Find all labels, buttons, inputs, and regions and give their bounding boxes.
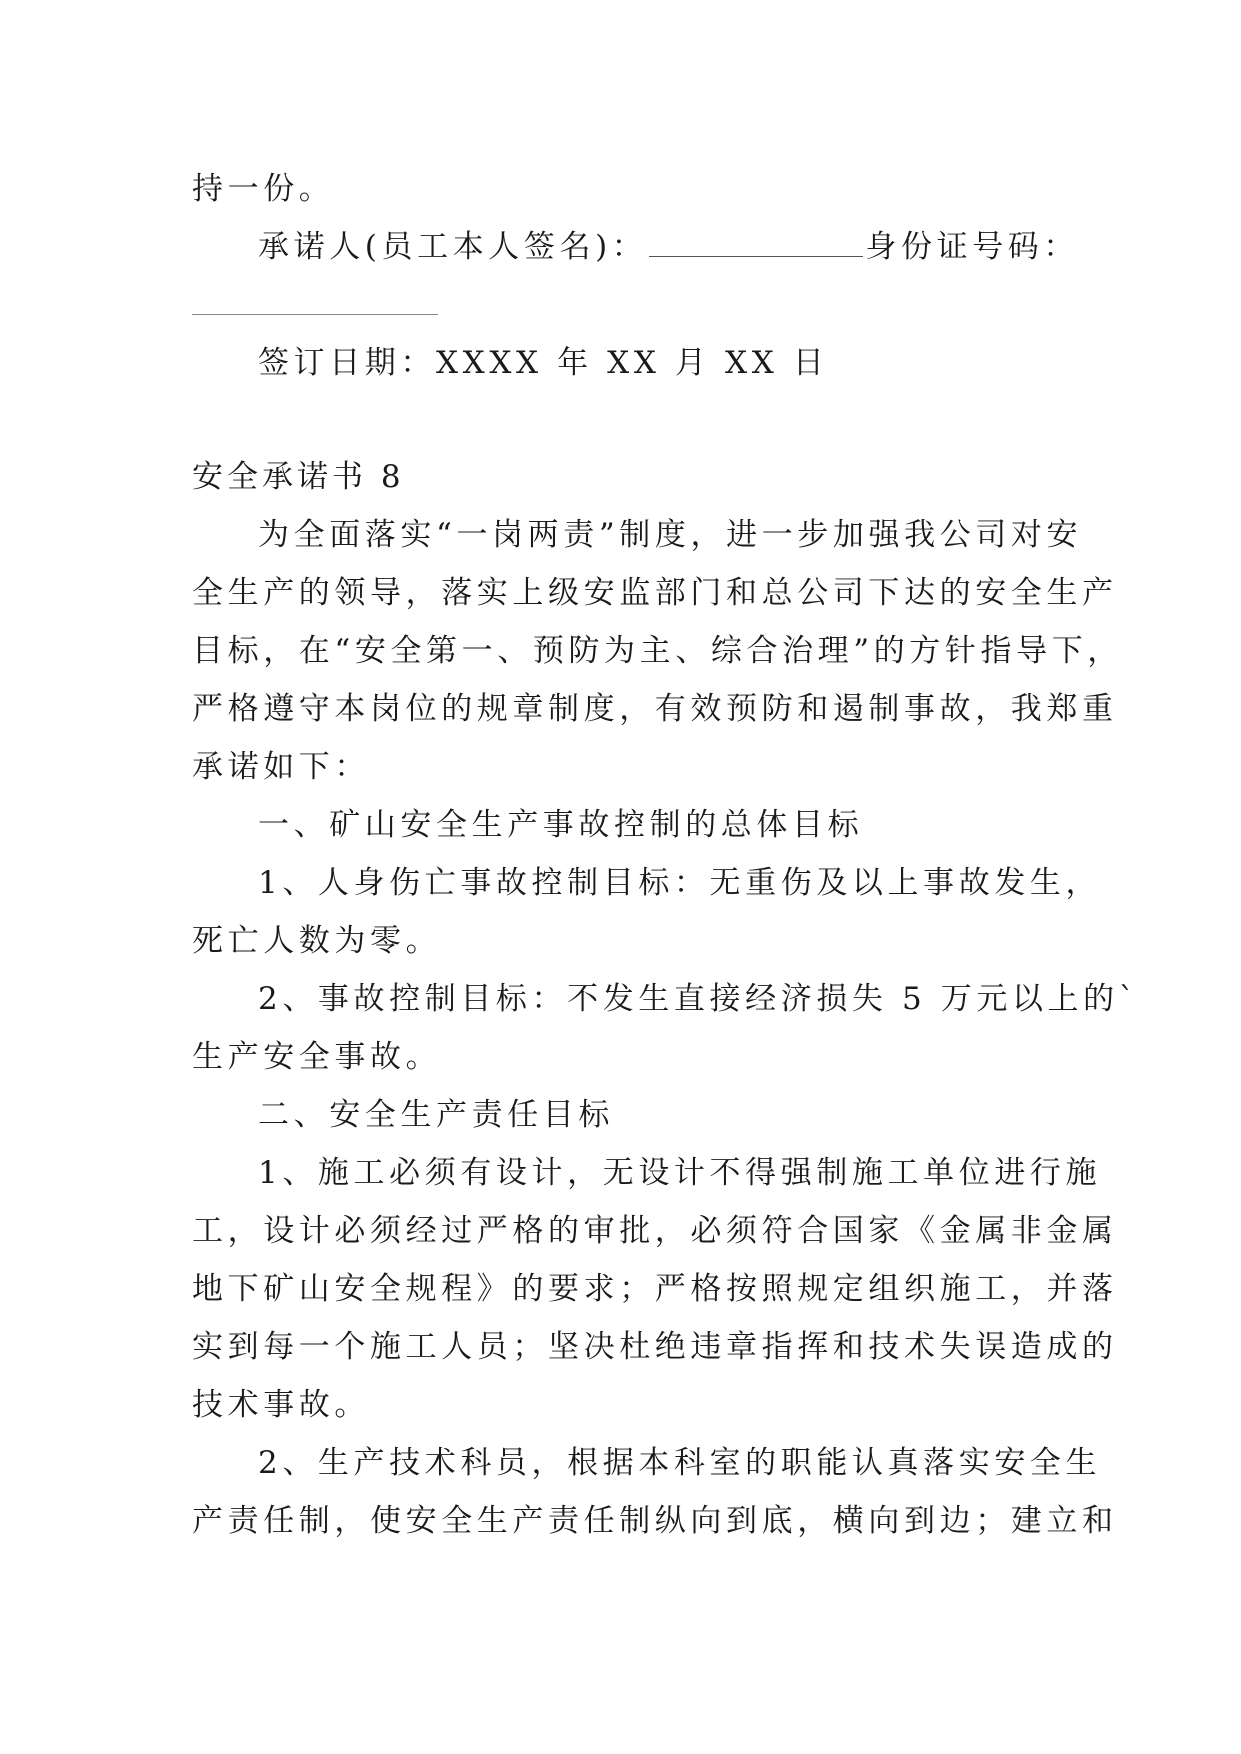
intro-line: 为全面落实“一岗两责”制度，进一步加强我公司对安 <box>258 517 1083 553</box>
part1-item2-line: 生产安全事故。 <box>192 1039 442 1075</box>
part2-heading: 二、安全生产责任目标 <box>258 1097 614 1133</box>
part2-item2-line: 产责任制，使安全生产责任制纵向到底，横向到边；建立和 <box>192 1503 1118 1539</box>
part2-item1-line: 工，设计必须经过严格的审批，必须符合国家《金属非金属 <box>192 1213 1118 1249</box>
section-gap <box>192 392 1052 448</box>
part2-item1-line: 技术事故。 <box>192 1387 370 1423</box>
document-body <box>192 160 1139 1550</box>
part2-item1-line: 地下矿山安全规程》的要求；严格按照规定组织施工，并落 <box>192 1271 1118 1307</box>
part1-item2-line: 2、事故控制目标：不发生直接经济损失 5 万元以上的` <box>258 981 1139 1017</box>
part1-item1-line: 1、人身伤亡事故控制目标：无重伤及以上事故发生， <box>258 865 1102 901</box>
intro-line: 承诺如下： <box>192 749 370 785</box>
part2-item1-line: 实到每一个施工人员；坚决杜绝违章指挥和技术失误造成的 <box>192 1329 1118 1365</box>
intro-line: 严格遵守本岗位的规章制度，有效预防和遏制事故，我郑重 <box>192 691 1118 727</box>
part2-item1-line: 1、施工必须有设计，无设计不得强制施工单位进行施 <box>258 1155 1102 1191</box>
id-blank-line <box>192 276 1052 334</box>
sign-date: 签订日期：XXXX 年 XX 月 XX 日 <box>258 345 829 381</box>
id-blank <box>192 284 438 315</box>
part1-heading: 一、矿山安全生产事故控制的总体目标 <box>258 807 864 843</box>
section-title: 安全承诺书 8 <box>192 459 405 495</box>
intro-line: 目标，在“安全第一、预防为主、综合治理”的方针指导下， <box>192 633 1123 669</box>
part2-item2-line: 2、生产技术科员，根据本科室的职能认真落实安全生 <box>258 1445 1102 1481</box>
part1-item1-line: 死亡人数为零。 <box>192 923 442 959</box>
intro-line: 全生产的领导，落实上级安监部门和总公司下达的安全生产 <box>192 575 1118 611</box>
signer-blank <box>649 230 863 257</box>
prev-tail-line: 持一份。 <box>192 171 335 207</box>
signer-label: 承诺人(员工本人签名)： <box>258 229 648 265</box>
signature-line <box>192 218 1079 276</box>
id-label: 身份证号码： <box>865 229 1079 265</box>
